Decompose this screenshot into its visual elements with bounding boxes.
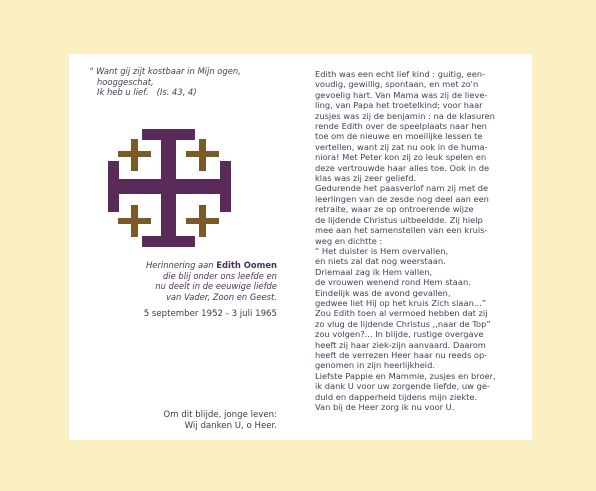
body-text-line: heeft de verrezen Heer haar nu reeds op- — [315, 349, 488, 360]
body-text-line: Edith was een echt lief kind : guitig, een- — [315, 69, 486, 79]
body-text-line: toe om de nieuwe en moeilijke lessen te — [315, 131, 483, 142]
body-text-line: Van bij de Heer zorg ik nu voor U. — [315, 402, 455, 412]
body-text-line: leerlingen van de zesde nog deel aan een — [315, 193, 489, 204]
body-text-line: Gedurende het paasverlof nam zij met de — [315, 183, 489, 194]
body-text-line: duld en dapperheid tijdens mijn ziekte. — [315, 391, 478, 402]
body-text-line: rende Edith over de speelplaats naar hen — [315, 121, 487, 132]
body-text-line: weg en dichtte : — [315, 235, 383, 246]
quote-line: hooggeschat, — [89, 76, 154, 87]
body-text-line: heeft zij haar ziek-zijn aanvaard. Daarom — [315, 339, 486, 350]
quote-line: “ Want gij zijt kostbaar in Mijn ogen, — [89, 66, 241, 76]
body-text-line: vertellen, want zij zat nu ook in de huma- — [315, 141, 488, 152]
body-text-line: genomen in zijn heerlijkheid. — [315, 360, 436, 371]
memorial-card — [69, 54, 532, 440]
body-text — [315, 69, 529, 412]
body-text-line: Driemaal zag ik Hem vallen, — [315, 266, 433, 277]
remembrance-line: nu deelt in de eeuwige liefde — [155, 281, 277, 291]
remembrance-line: van Vader, Zoon en Geest. — [165, 291, 277, 302]
body-text-line: deze vertrouwde haar alles toe. Ook in de — [315, 162, 490, 173]
bible-quote — [89, 66, 277, 98]
body-text-line: zo vlug de lijdende Christus ,,naar de Top” — [315, 318, 491, 329]
body-text-line: gevoelig hart. Van Mama was zij de lieve- — [315, 89, 488, 100]
body-text-line: “ Het duister is Hem overvallen, — [315, 245, 449, 256]
left-panel — [89, 66, 277, 431]
body-text-line: ling, van Papa het troetelkind; voor haar — [315, 100, 483, 111]
remembrance-line: die blij onder ons leefde en — [162, 270, 277, 281]
closing-line: Wij danken U, o Heer. — [184, 420, 277, 431]
body-text-line: zou volgen?... In blijde, rustige overgave — [315, 329, 484, 340]
body-text-line: voudig, gewillig, spontaan, en met zo'n — [315, 79, 479, 90]
body-text-line: gedwee liet Hij op het kruis Zich slaan...” — [315, 297, 487, 308]
body-text-line: zusjes was zij de benjamin : na de klasuren — [315, 110, 495, 121]
body-text-line: niora! Met Peter kon zij zo leuk spelen en — [315, 152, 487, 163]
closing-prayer — [89, 410, 277, 431]
remembrance-heading — [89, 260, 277, 271]
body-text-line: ik dank U voor uw zorgende liefde, uw ge- — [315, 381, 490, 392]
closing-line: Om dit blijde, jonge leven: — [163, 410, 277, 420]
remembrance-intro: Herinnering aan — [146, 260, 217, 270]
body-text-line: de vrouwen wenend rond Hem staan. — [315, 277, 471, 288]
life-dates: 5 september 1952 - 3 juli 1965 — [143, 309, 277, 319]
body-text-line: klas was zij zeer geliefd. — [315, 173, 417, 184]
remembrance-block — [89, 260, 277, 302]
body-text-line: de lijdende Christus uitbeeldde. Zij hielp — [315, 214, 483, 225]
deceased-name: Edith Oomen — [216, 260, 277, 270]
body-text-line: Zou Edith toen al vermoed hebben dat zij — [315, 308, 488, 319]
body-text-line: Eindelijk was de avond gevallen, — [315, 287, 451, 298]
body-text-line: en niets zal dat nog weerstaan. — [315, 256, 446, 267]
body-text-line: Liefste Pappie en Mammie, zusjes en broer, — [315, 370, 496, 381]
quote-line: Ik heb u lief. (Is. 43, 4) — [89, 87, 197, 97]
body-text-line: retraite, waar ze op ontroerende wijze — [315, 204, 474, 215]
body-text-line: mee aan het samenstellen van een kruis- — [315, 225, 488, 236]
jerusalem-cross-icon — [108, 129, 231, 247]
